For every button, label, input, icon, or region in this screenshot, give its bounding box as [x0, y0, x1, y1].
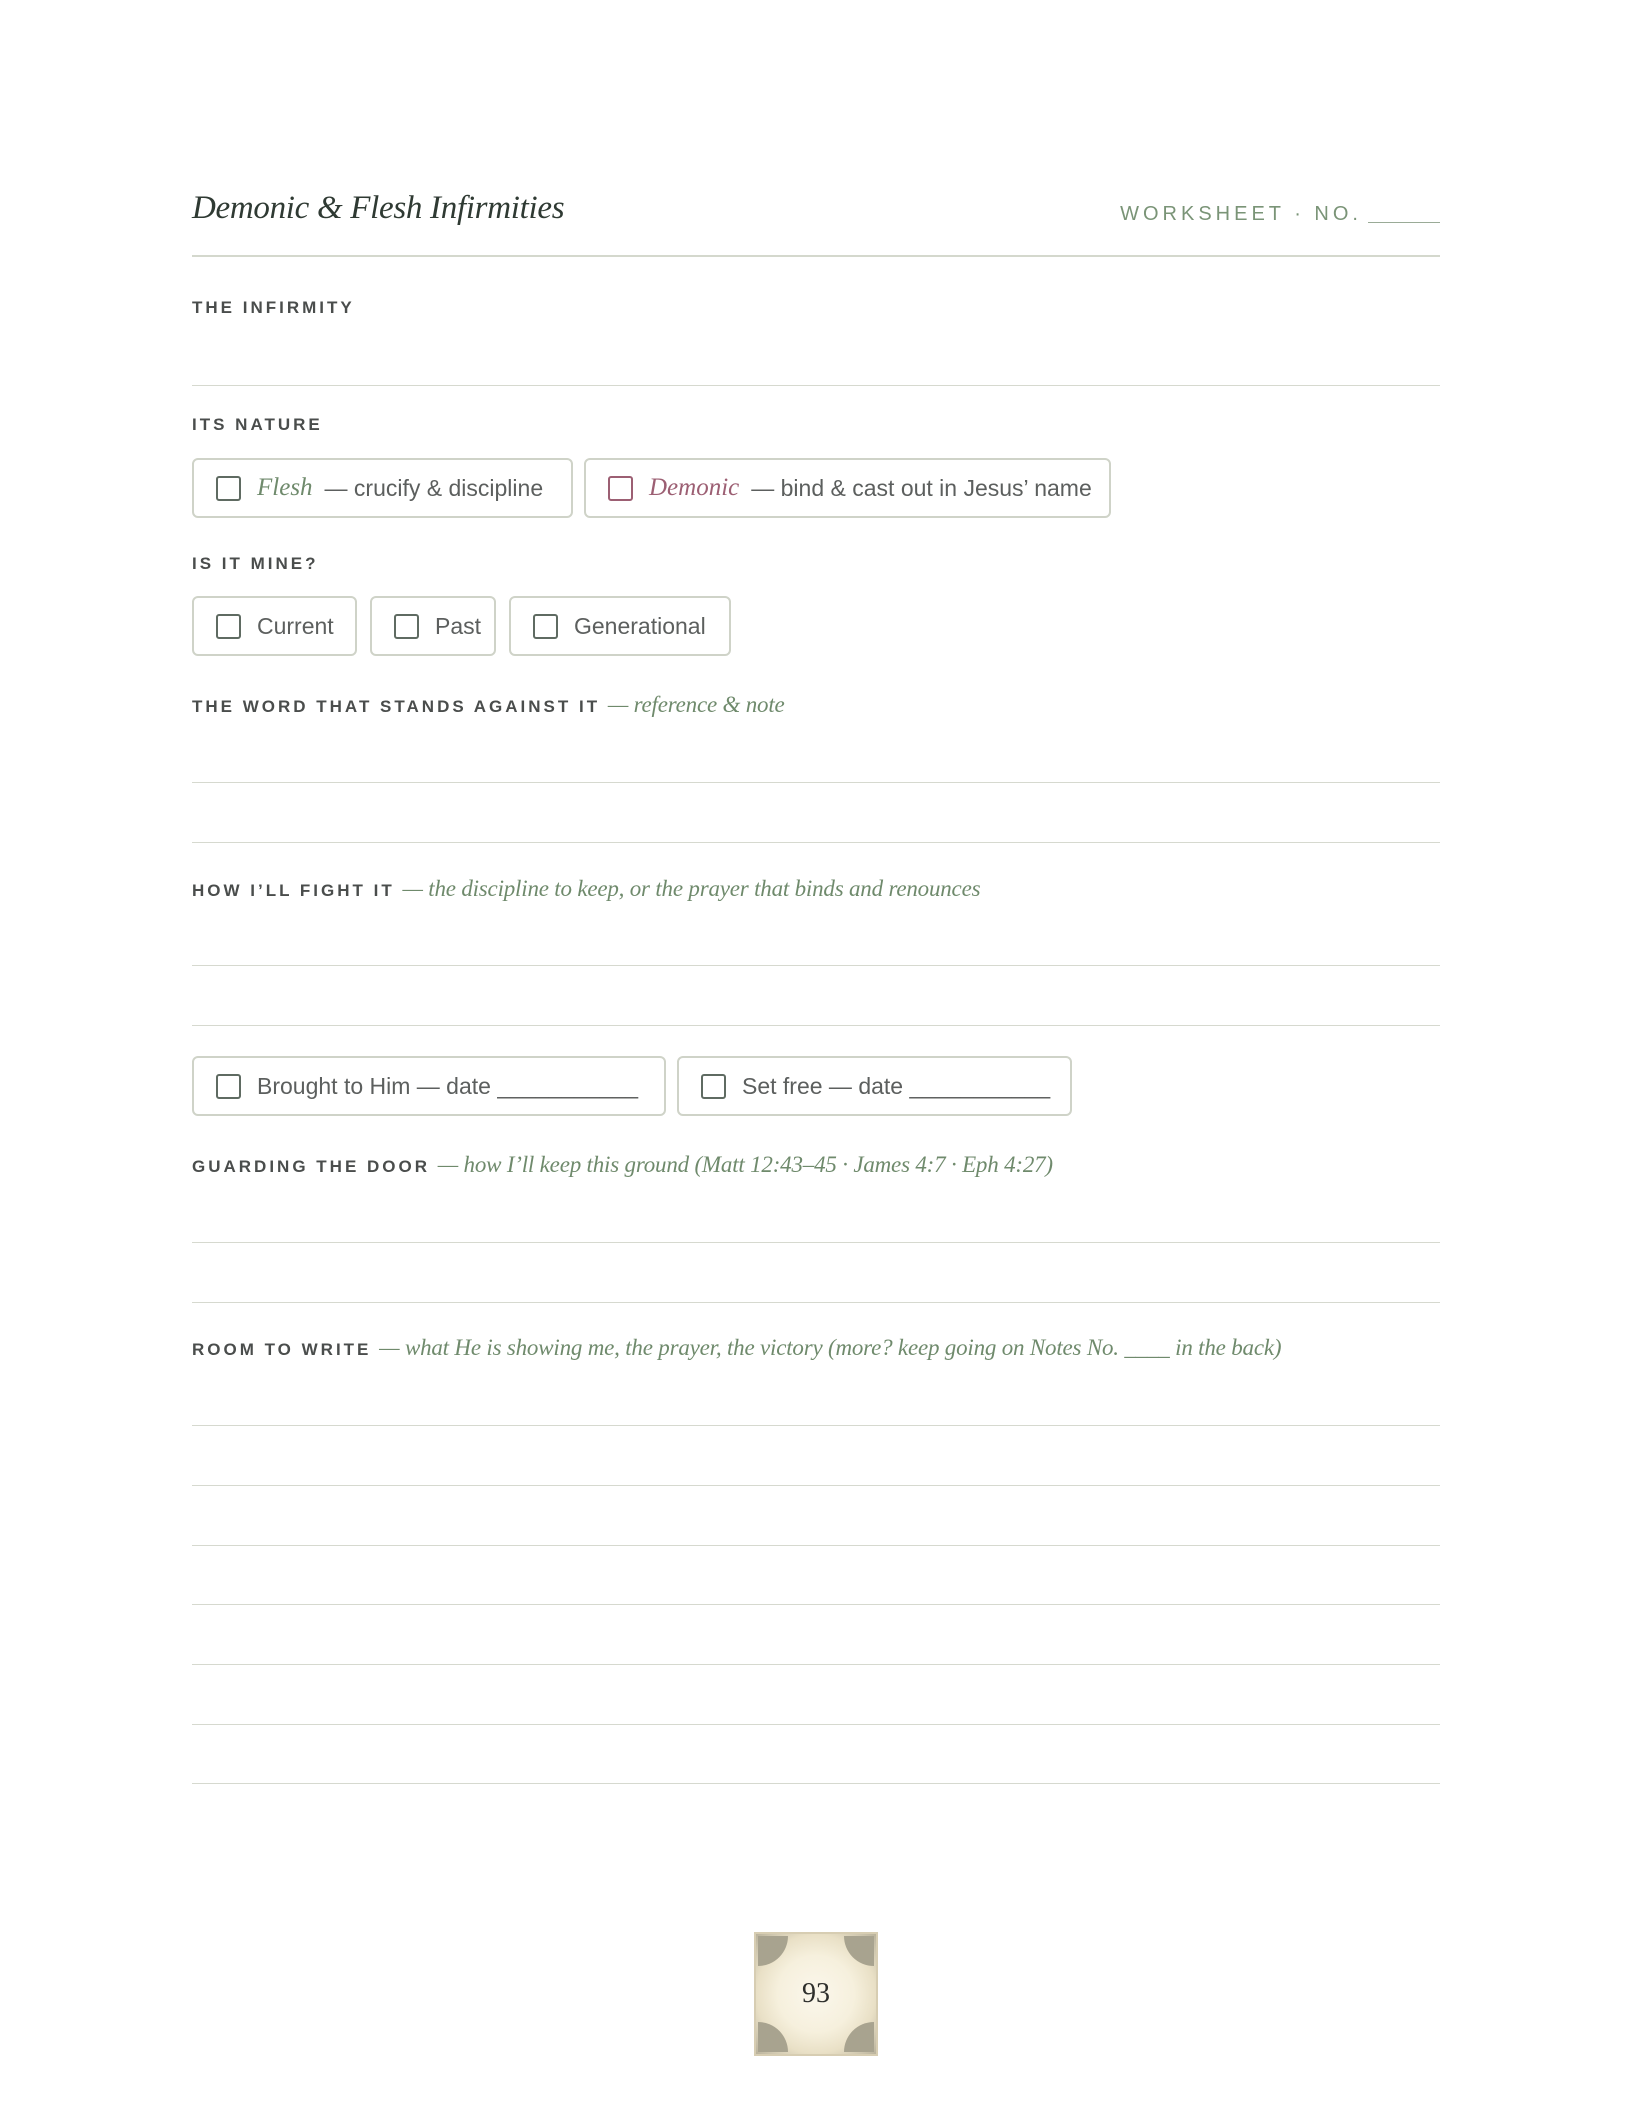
- guard-label-text: GUARDING THE DOOR: [192, 1157, 430, 1176]
- guard-label: [192, 1152, 1053, 1178]
- nature-demonic-term: Demonic: [649, 474, 740, 501]
- nature-demonic-checkbox[interactable]: [608, 476, 633, 501]
- word-write-line-2[interactable]: [192, 842, 1440, 843]
- nature-demonic-option[interactable]: [584, 458, 1111, 518]
- room-write-line-5[interactable]: [192, 1664, 1440, 1665]
- word-hint: — reference & note: [607, 692, 785, 717]
- room-write-line-2[interactable]: [192, 1485, 1440, 1486]
- page-number: 93: [802, 1978, 830, 2009]
- nature-flesh-term: Flesh: [257, 474, 313, 501]
- guard-write-line-1[interactable]: [192, 1242, 1440, 1243]
- set-free-checkbox[interactable]: [701, 1074, 726, 1099]
- mine-past-checkbox[interactable]: [394, 614, 419, 639]
- fight-label-text: HOW I’LL FIGHT IT: [192, 881, 395, 900]
- mine-past-option[interactable]: [370, 596, 496, 656]
- word-write-line-1[interactable]: [192, 782, 1440, 783]
- worksheet-number: [1120, 203, 1440, 227]
- nature-label: ITS NATURE: [192, 415, 323, 434]
- room-write-line-6[interactable]: [192, 1724, 1440, 1725]
- fight-write-line-2[interactable]: [192, 1025, 1440, 1026]
- brought-to-him-option[interactable]: [192, 1056, 666, 1116]
- mine-current-checkbox[interactable]: [216, 614, 241, 639]
- page-title: Demonic & Flesh Infirmities: [192, 190, 565, 226]
- mine-generational-option[interactable]: [509, 596, 731, 656]
- brought-to-him-checkbox[interactable]: [216, 1074, 241, 1099]
- worksheet-number-label: WORKSHEET · NO.: [1120, 203, 1362, 225]
- infirmity-label: THE INFIRMITY: [192, 298, 355, 317]
- page-number-badge: [754, 1932, 878, 2056]
- fight-write-line-1[interactable]: [192, 965, 1440, 966]
- mine-past-label: Past: [435, 612, 482, 639]
- nature-demonic-desc: — bind & cast out in Jesus’ name: [751, 474, 1092, 501]
- set-free-option[interactable]: [677, 1056, 1072, 1116]
- room-write-line-7[interactable]: [192, 1783, 1440, 1784]
- infirmity-write-line[interactable]: [192, 385, 1440, 386]
- room-write-line-1[interactable]: [192, 1425, 1440, 1426]
- mine-generational-checkbox[interactable]: [533, 614, 558, 639]
- mine-generational-label: Generational: [574, 612, 706, 639]
- brought-to-him-label: Brought to Him — date ___________: [257, 1072, 639, 1099]
- ornament-corner: [758, 2022, 788, 2052]
- room-hint: — what He is showing me, the prayer, the victory (more? keep going on Notes No. ____ in the back): [379, 1335, 1282, 1360]
- ornament-corner: [844, 1936, 874, 1966]
- mine-current-label: Current: [257, 612, 334, 639]
- fight-label: [192, 876, 980, 902]
- header-divider: [192, 255, 1440, 257]
- worksheet-page: [192, 0, 1440, 2112]
- room-write-line-3[interactable]: [192, 1545, 1440, 1546]
- room-label-text: ROOM TO WRITE: [192, 1340, 372, 1359]
- set-free-label: Set free — date ___________: [742, 1072, 1051, 1099]
- fight-hint: — the discipline to keep, or the prayer that binds and renounces: [402, 876, 981, 901]
- nature-flesh-desc: — crucify & discipline: [324, 474, 544, 501]
- ornament-corner: [844, 2022, 874, 2052]
- guard-write-line-2[interactable]: [192, 1302, 1440, 1303]
- ornament-corner: [758, 1936, 788, 1966]
- guard-hint: — how I’ll keep this ground (Matt 12:43–45 · James 4:7 · Eph 4:27): [437, 1152, 1053, 1177]
- nature-flesh-option[interactable]: [192, 458, 573, 518]
- room-write-line-4[interactable]: [192, 1604, 1440, 1605]
- mine-label: IS IT MINE?: [192, 554, 319, 573]
- word-label: [192, 692, 785, 718]
- room-label: [192, 1335, 1281, 1361]
- mine-current-option[interactable]: [192, 596, 357, 656]
- nature-flesh-checkbox[interactable]: [216, 476, 241, 501]
- worksheet-number-blank[interactable]: [1368, 199, 1440, 223]
- word-label-text: THE WORD THAT STANDS AGAINST IT: [192, 697, 601, 716]
